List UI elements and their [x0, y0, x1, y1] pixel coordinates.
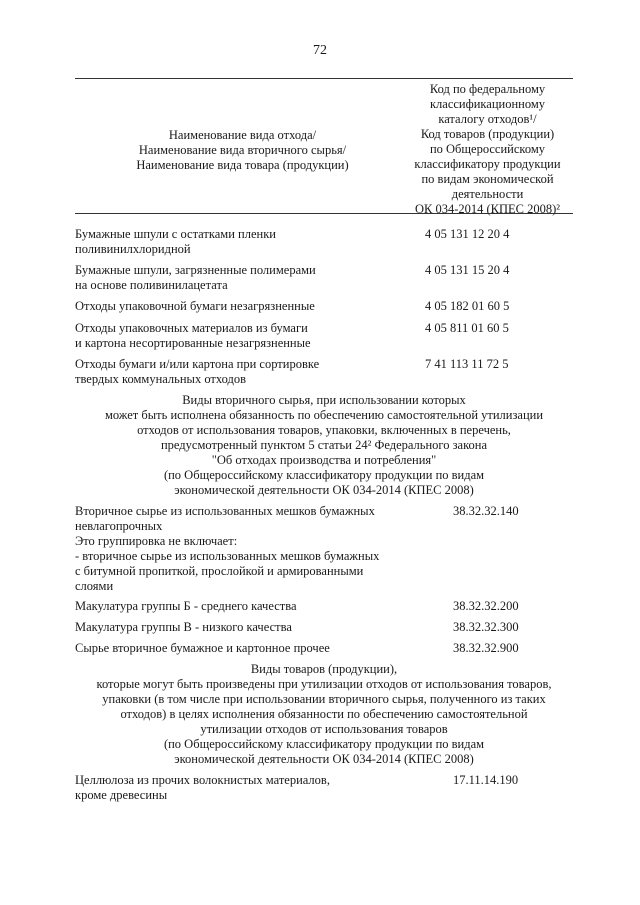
row-name-line: с битумной пропиткой, прослойкой и армированными	[75, 564, 364, 578]
section-heading-products	[75, 662, 573, 767]
header-right-line: классификационному	[429, 97, 546, 111]
header-right-line: классификатору продукции	[414, 157, 561, 171]
row-name-line: Отходы бумаги и/или картона при сортировке	[75, 357, 320, 371]
header-right-line: Код товаров (продукции)	[420, 127, 555, 141]
section-heading-secondary	[75, 393, 573, 498]
row-code: 4 05 811 01 60 5	[425, 321, 509, 335]
heading-line: (по Общероссийскому классификатору продукции по видам	[163, 468, 485, 482]
row-name	[75, 773, 395, 803]
row-code: 38.32.32.140	[453, 504, 519, 518]
row-code: 17.11.14.190	[453, 773, 519, 787]
header-left-cell	[75, 128, 410, 173]
row-name-line: Вторичное сырье из использованных мешков бумажных	[75, 504, 375, 518]
row-name-line: Отходы упаковочной бумаги незагрязненные	[75, 299, 315, 313]
row-code: 4 05 182 01 60 5	[425, 299, 510, 313]
row-name	[75, 504, 395, 594]
header-bottom-rule	[75, 213, 573, 214]
heading-line: (по Общероссийскому классификатору продукции по видам	[163, 737, 485, 751]
header-right-line: по видам экономической	[421, 172, 554, 186]
heading-line: экономической деятельности ОК 034-2014 (КПЕС 2008)	[174, 483, 474, 497]
header-left-line: Наименование вида вторичного сырья/	[138, 143, 347, 157]
row-code: 7 41 113 11 72 5	[425, 357, 509, 371]
header-left-line: Наименование вида отхода/	[168, 128, 317, 142]
page-number: 72	[313, 43, 327, 58]
row-code: 4 05 131 12 20 4	[425, 227, 510, 241]
row-name-line: Это группировка не включает:	[75, 534, 238, 548]
row-name	[75, 599, 395, 614]
row-name	[75, 620, 395, 635]
row-name	[75, 227, 395, 257]
row-name-line: Макулатура группы В - низкого качества	[75, 620, 292, 634]
header-top-rule	[75, 78, 573, 79]
heading-line: может быть исполнена обязанность по обеспечению самостоятельной утилизации	[104, 408, 544, 422]
row-name	[75, 263, 395, 293]
heading-line: "Об отходах производства и потребления"	[211, 453, 437, 467]
header-right-line: каталогу отходов¹/	[438, 112, 537, 126]
row-name	[75, 641, 395, 656]
row-code: 4 05 131 15 20 4	[425, 263, 510, 277]
row-name-line: Сырье вторичное бумажное и картонное прочее	[75, 641, 330, 655]
row-name	[75, 299, 395, 314]
heading-line: Виды вторичного сырья, при использовании которых	[182, 393, 466, 407]
header-left-line: Наименование вида товара (продукции)	[136, 158, 349, 172]
row-name-line: Целлюлоза из прочих волокнистых материалов,	[75, 773, 330, 787]
header-right-line: ОК 034-2014 (КПЕС 2008)²	[414, 202, 561, 216]
row-name-line: Бумажные шпули с остатками пленки	[75, 227, 276, 241]
row-name-line: на основе поливинилацетата	[75, 278, 228, 292]
header-right-cell	[400, 82, 575, 217]
row-name-line: Отходы упаковочных материалов из бумаги	[75, 321, 308, 335]
header-right-line: по Общероссийскому	[429, 142, 546, 156]
row-name-line: Макулатура группы Б - среднего качества	[75, 599, 297, 613]
heading-line: Виды товаров (продукции),	[250, 662, 398, 676]
row-name	[75, 321, 395, 351]
row-code: 38.32.32.900	[453, 641, 519, 655]
row-name-line: поливинилхлоридной	[75, 242, 191, 256]
heading-line: предусмотренный пунктом 5 статьи 24² Федерального закона	[160, 438, 488, 452]
heading-line: экономической деятельности ОК 034-2014 (КПЕС 2008)	[174, 752, 474, 766]
row-name	[75, 357, 395, 387]
row-name-line: невлагопрочных	[75, 519, 163, 533]
row-code: 38.32.32.300	[453, 620, 519, 634]
heading-line: упаковки (в том числе при использовании вторичного сырья, полученного из таких	[102, 692, 546, 706]
heading-line: отходов от использования товаров, упаковки, включенных в перечень,	[137, 423, 511, 437]
header-right-line: Код по федеральному	[429, 82, 546, 96]
heading-line: которые могут быть произведены при утилизации отходов от использования товаров,	[96, 677, 552, 691]
row-name-line: Бумажные шпули, загрязненные полимерами	[75, 263, 316, 277]
row-name-line: твердых коммунальных отходов	[75, 372, 247, 386]
header-right-line: деятельности	[451, 187, 524, 201]
row-code: 38.32.32.200	[453, 599, 519, 613]
row-name-line: - вторичное сырье из использованных мешков бумажных	[75, 549, 380, 563]
row-name-line: кроме древесины	[75, 788, 168, 802]
heading-line: отходов) в целях исполнения обязанности по обеспечению самостоятельной	[120, 707, 528, 721]
heading-line: утилизации отходов от использования товаров	[200, 722, 448, 736]
row-name-line: и картона несортированные незагрязненные	[75, 336, 311, 350]
row-name-line: слоями	[75, 579, 114, 593]
